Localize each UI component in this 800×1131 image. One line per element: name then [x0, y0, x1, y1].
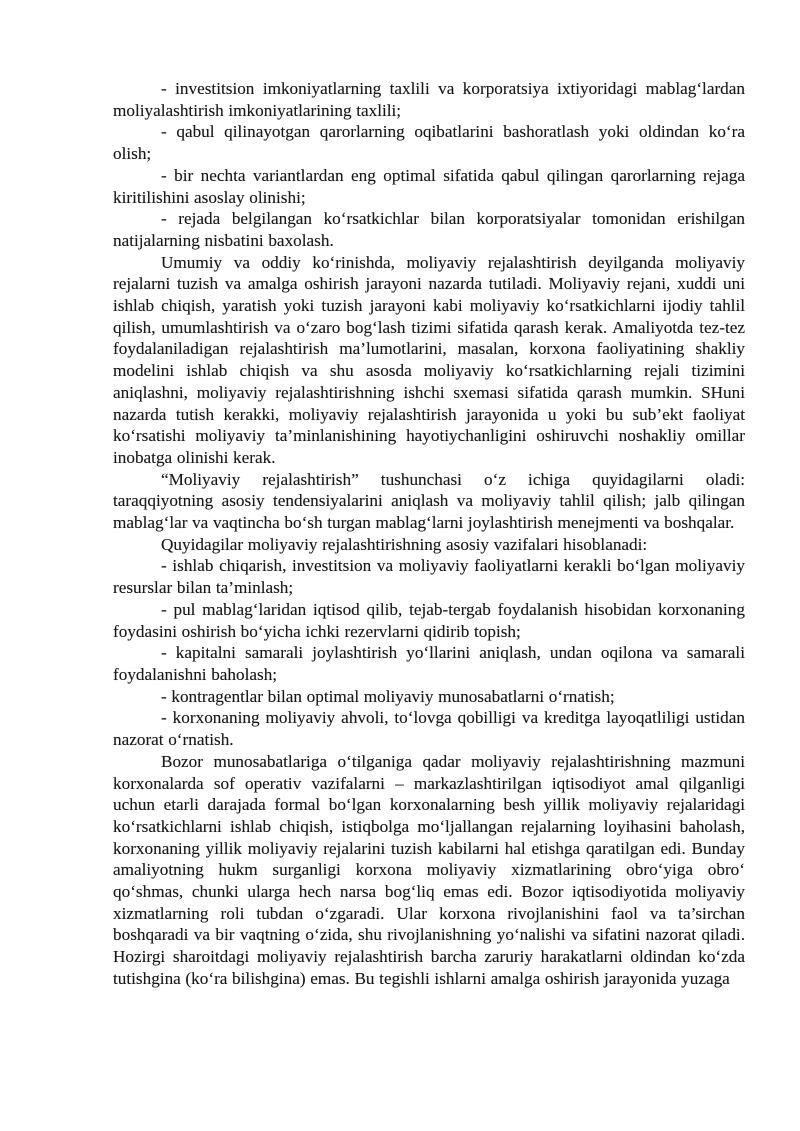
list-item: - investitsion imkoniyatlarning taxlili va korporatsiya ixtiyoridagi mablag‘lardan moliyalashtirish imkoniyatlarining taxlili;: [113, 79, 745, 120]
list-item: - bir nechta variantlardan eng optimal sifatida qabul qilingan qarorlarning rejaga kiritilishini asoslay olinishi;: [113, 165, 745, 207]
paragraph: Umumiy va oddiy ko‘rinishda, moliyaviy rejalashtirish deyilganda moliyaviy rejalarni tuzish va amalga oshirish jarayoni nazarda tutiladi. Moliyaviy rejani, xuddi uni ishlab chiqish, yaratish yoki tuzish jarayoni kabi moliyaviy ko‘rsatkichlarni ijodiy tahlil qilish, umumlashtirish va o‘zaro bog‘lash tizimi sifatida qarash kerak. Amaliyotda tez-tez foydalaniladigan rejalashtirish ma’lumotlarini, masalan, korxona faoliyatining shakliy modelini ishlab chiqish va shu asosda moliyaviy ko‘rsatkichlarning rejali tizimini aniqlashni, moliyaviy rejalashtirishning ishchi sxemasi sifatida qarash mumkin. SHuni nazarda tutish kerakki, moliyaviy rejalashtirish jarayonida u yoki bu sub’ekt faoliyat ko‘rsatishi moliyaviy ta’minlanishining hayotiychanligini oshiruvchi noshakliy omillar inobatga olinishi kerak.: [113, 252, 745, 467]
list-item: - korxonaning moliyaviy ahvoli, to‘lovga qobilligi va kreditga layoqatliligi ustidan nazorat o‘rnatish.: [113, 708, 745, 750]
list-item: - kapitalni samarali joylashtirish yo‘llarini aniqlash, undan oqilona va samarali foydalanishni baholash;: [113, 643, 745, 684]
list-item: - pul mablag‘laridan iqtisod qilib, tejab-tergab foydalanish hisobidan korxonaning foydasini oshirish bo‘yicha ichki rezervlarni qidirib topish;: [113, 599, 745, 641]
paragraph: Bozor munosabatlariga o‘tilganiga qadar moliyaviy rejalashtirishning mazmuni korxonalarda sof operativ vazifalarni – markazlashtirilgan iqtisodiyot amal qilganligi uchun etarli darajada formal bo‘lgan korxonalarning besh yillik moliyaviy rejalaridagi ko‘rsatkichlarni ishlab chiqish, istiqbolga mo‘ljallangan rejalarning loyihasini baholash, korxonaning yillik moliyaviy rejalarini tuzish kabilarni hal etishga qaratilgan edi. Bunday amaliyotning hukm surganligi korxona moliyaviy xizmatlarining obro‘yiga obro‘ qo‘shmas, chunki ularga hech narsa bog‘liq emas edi. Bozor iqtisodiyotida moliyaviy xizmatlarning roli tubdan o‘zgaradi. Ular korxona rivojlanishini faol va ta’sirchan boshqaradi va bir vaqtning o‘zida, shu rivojlanishning yo‘nalishi va sifatini nazorat qiladi. Hozirgi sharoitdagi moliyaviy rejalashtirish barcha zaruriy harakatlarni oldindan ko‘zda tutishgina (ko‘ra bilishgina) emas. Bu tegishli ishlarni amalga oshirish jarayonida yuzaga: [113, 751, 745, 988]
list-item: - rejada belgilangan ko‘rsatkichlar bilan korporatsiyalar tomonidan erishilgan natijalarning nisbatini baxolash.: [113, 209, 745, 250]
paragraph: “Moliyaviy rejalashtirish” tushunchasi o‘z ichiga quyidagilarni oladi: taraqqiyotning asosiy tendensiyalarini aniqlash va moliyaviy tahlil qilish; jalb qilingan mablag‘lar va vaqtincha bo‘sh turgan mablag‘larni joylashtirish menejmenti va boshqalar.: [113, 469, 745, 533]
list-item: - kontragentlar bilan optimal moliyaviy munosabatlarni o‘rnatish;: [161, 686, 615, 706]
paragraph: Quyidagilar moliyaviy rejalashtirishning asosiy vazifalari hisoblanadi:: [161, 534, 648, 554]
list-item: - qabul qilinayotgan qarorlarning oqibatlarini bashoratlash yoki oldindan ko‘ra olish;: [113, 122, 745, 164]
document-body: [113, 78, 745, 990]
list-item: - ishlab chiqarish, investitsion va moliyaviy faoliyatlarni kerakli bo‘lgan moliyaviy resurslar bilan ta’minlash;: [113, 556, 745, 598]
